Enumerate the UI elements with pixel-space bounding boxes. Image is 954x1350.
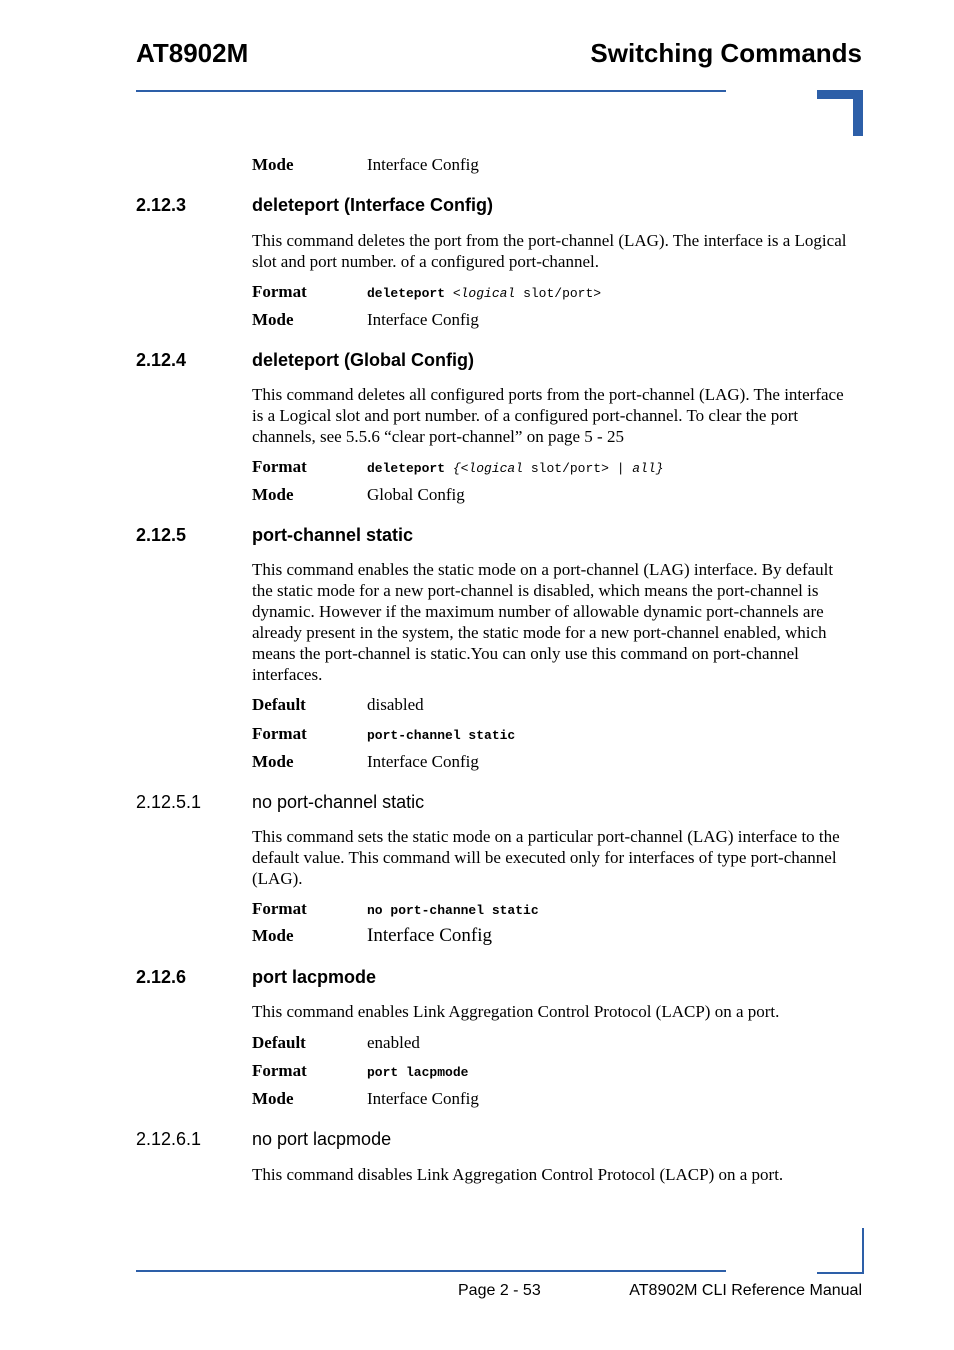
section-description	[252, 1001, 864, 1022]
section-description	[252, 826, 864, 889]
command-argument: slot/port>	[523, 286, 602, 301]
section-heading-2-12-5	[136, 524, 413, 546]
mode-value: Interface Config	[367, 752, 479, 771]
default-row	[252, 694, 424, 715]
command-argument: | all}	[616, 461, 664, 476]
section-title: port-channel static	[252, 525, 414, 545]
command-keyword: no port-channel static	[367, 903, 539, 918]
section-description	[252, 384, 864, 447]
section-title: no port lacpmode	[252, 1129, 392, 1149]
mode-label: Mode	[252, 926, 294, 945]
description-line: This command enables the static mode on a port-channel (LAG) interface. By default	[252, 560, 834, 579]
mode-row	[252, 1088, 479, 1109]
description-line: (LAG).	[252, 869, 303, 888]
description-line: default value. This command will be executed only for interfaces of type port-channel	[252, 848, 837, 867]
section-title: deleteport (Interface Config)	[252, 195, 494, 215]
section-title: deleteport (Global Config)	[252, 350, 474, 370]
mode-label: Mode	[252, 752, 294, 771]
mode-row	[252, 309, 479, 330]
description-line: channels, see 5.5.6 “clear port-channel” on page 5 - 25	[252, 427, 624, 446]
header-product-title: AT8902M	[136, 38, 249, 68]
description-line: slot and port number. of a configured port-channel.	[252, 252, 599, 271]
description-line: already present in the system, the static mode for a new port-channel enabled, which	[252, 623, 827, 642]
format-command	[367, 900, 539, 921]
format-row	[252, 1060, 468, 1083]
default-value: disabled	[367, 695, 424, 714]
command-argument: {<logical	[452, 461, 524, 476]
format-row	[252, 281, 601, 304]
section-number: 2.12.3	[136, 195, 187, 215]
format-command	[367, 283, 601, 304]
description-line: This command enables Link Aggregation Control Protocol (LACP) on a port.	[252, 1002, 780, 1021]
mode-label: Mode	[252, 155, 294, 174]
footer-rule	[136, 1270, 726, 1272]
description-line: the static mode for a new port-channel is disabled, which means the port-channel is	[252, 581, 819, 600]
description-line: This command deletes the port from the port-channel (LAG). The interface is a Logical	[252, 231, 847, 250]
description-line: This command disables Link Aggregation Control Protocol (LACP) on a port.	[252, 1165, 784, 1184]
default-label: Default	[252, 695, 306, 714]
mode-value: Interface Config	[367, 310, 479, 329]
footer-page-number: Page 2 - 53	[458, 1282, 541, 1299]
mode-label: Mode	[252, 485, 294, 504]
mode-row	[252, 925, 492, 946]
format-command	[367, 1062, 468, 1083]
default-label: Default	[252, 1033, 306, 1052]
default-value: enabled	[367, 1033, 420, 1052]
command-keyword: port lacpmode	[367, 1065, 469, 1080]
footer-corner-mark	[817, 1228, 864, 1274]
format-command	[367, 458, 664, 479]
section-heading-2-12-6-1	[136, 1128, 391, 1150]
section-number: 2.12.6	[136, 967, 187, 987]
section-title: no port-channel static	[252, 792, 425, 812]
format-label: Format	[252, 282, 307, 301]
format-row	[252, 898, 539, 921]
mode-value: Interface Config	[367, 925, 493, 946]
description-line: This command sets the static mode on a particular port-channel (LAG) interface to the	[252, 827, 840, 846]
section-title: port lacpmode	[252, 967, 377, 987]
mode-value: Global Config	[367, 485, 465, 504]
mode-row	[252, 751, 479, 772]
section-number: 2.12.4	[136, 350, 187, 370]
description-line: means the port-channel is static.You can only use this command on port-channel	[252, 644, 799, 663]
format-row	[252, 723, 515, 746]
section-heading-2-12-5-1	[136, 791, 424, 813]
command-argument: <logical	[452, 286, 516, 301]
header-rule	[136, 90, 726, 92]
section-description	[252, 230, 864, 272]
description-line: dynamic. However if the maximum number of allowable dynamic port-channels are	[252, 602, 824, 621]
description-line: This command deletes all configured ports from the port-channel (LAG). The interface	[252, 385, 844, 404]
header-corner-mark	[817, 90, 863, 136]
command-keyword: deleteport	[367, 461, 446, 476]
section-heading-2-12-6	[136, 966, 376, 988]
format-command	[367, 725, 515, 746]
format-label: Format	[252, 457, 307, 476]
section-description	[252, 559, 864, 685]
format-label: Format	[252, 724, 307, 743]
command-keyword: deleteport	[367, 286, 446, 301]
footer-manual-title: AT8902M CLI Reference Manual	[629, 1282, 862, 1299]
section-number: 2.12.6.1	[136, 1129, 202, 1149]
format-row	[252, 456, 664, 479]
description-line: interfaces.	[252, 665, 323, 684]
section-heading-2-12-4	[136, 349, 474, 371]
section-number: 2.12.5.1	[136, 792, 202, 812]
mode-label: Mode	[252, 310, 294, 329]
command-argument: slot/port>	[530, 461, 609, 476]
format-label: Format	[252, 899, 307, 918]
header-chapter-title: Switching Commands	[590, 38, 862, 68]
description-line: is a Logical slot and port number. of a configured port-channel. To clear the port	[252, 406, 799, 425]
mode-row	[252, 484, 465, 505]
section-number: 2.12.5	[136, 525, 187, 545]
default-row	[252, 1032, 420, 1053]
mode-value: Interface Config	[367, 155, 479, 174]
section-description	[252, 1164, 864, 1185]
top-mode-row	[252, 154, 479, 175]
mode-value: Interface Config	[367, 1089, 479, 1108]
section-heading-2-12-3	[136, 194, 493, 216]
mode-label: Mode	[252, 1089, 294, 1108]
format-label: Format	[252, 1061, 307, 1080]
command-keyword: port-channel static	[367, 728, 516, 743]
